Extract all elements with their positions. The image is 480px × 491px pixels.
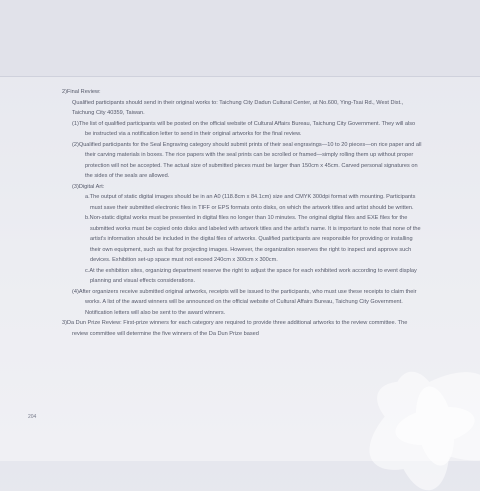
- list-item-3a: a.The output of static digital images should be in an A0 (118.8cm x 84.1cm) size and CMYK 300dpi format with mounting. Participants must save their submitted electronic files in TIFF or EPS formats onto disks, on which the artwork titles and artist should be written.: [85, 194, 416, 211]
- header-divider: [0, 76, 480, 77]
- list-item-1: (1)The list of qualified participants will be posted on the official website of Cultural Affairs Bureau, Taichung City Government. They will also be instructed via a notification letter to send in their original artworks for the final review.: [72, 120, 416, 137]
- list-item-4: (4)After organizers receive submitted original artworks, receipts will be issued to the participants, who must use these receipts to claim their works. A list of the award winners will be announced on the official website of Cultural Affairs Bureau, Taichung City Government. Notification letters will also be sent to the award winners.: [72, 288, 417, 316]
- list-item-2: (2)Qualified participants for the Seal Engraving category should submit prints of their seal engravings—10 to 20 pieces—on rice paper and all their carving materials in boxes. The rice papers with the seal prints can be scrolled or framed—simply rolling them up without proper protection will not be accepted. The actual size of submitted pieces must be larger than 150cm x 45cm. Carved personal signatures on the sides of the seals are allowed.: [72, 141, 422, 179]
- page-number: 204: [28, 414, 37, 420]
- list-item-3c: c.At the exhibition sites, organizing department reserve the right to adjust the space for each exhibited work according to event display planning and visual effects considerations.: [85, 267, 417, 284]
- list-item-3b: b.Non-static digital works must be presented in digital files no longer than 10 minutes. The original digital files and EXE files for the submitted works must be copied onto disks and labeled with artwork titles and the artist's name. It is important to note that none of the artist's information should be included in the digital files of artworks. Qualified participants are responsible for providing or installing their own equipment, such as that for projecting images. However, the organization reserves the right to inspect and approve such devices. Exhibition set-up space must not exceed 240cm x 300cm x 300cm.: [85, 215, 421, 263]
- list-item-3: (3)Digital Art:: [72, 183, 105, 190]
- section-heading-final-review: 2)Final Review:: [62, 89, 101, 95]
- section-heading-da-dun: 3)Da Dun Prize Review: First-prize winners for each category are required to provide three additional artworks to the review committee. The review committee will determine the five winners of the Da Dun Prize based: [62, 320, 408, 337]
- intro-paragraph: Qualified participants should send in their original works to: Taichung City Dadun Cultural Center, at No.600, Ying-Tsai Rd., West Dist., Taichung City 40359, Taiwan.: [72, 99, 404, 116]
- header-band: [0, 0, 480, 76]
- document-body: [62, 87, 422, 339]
